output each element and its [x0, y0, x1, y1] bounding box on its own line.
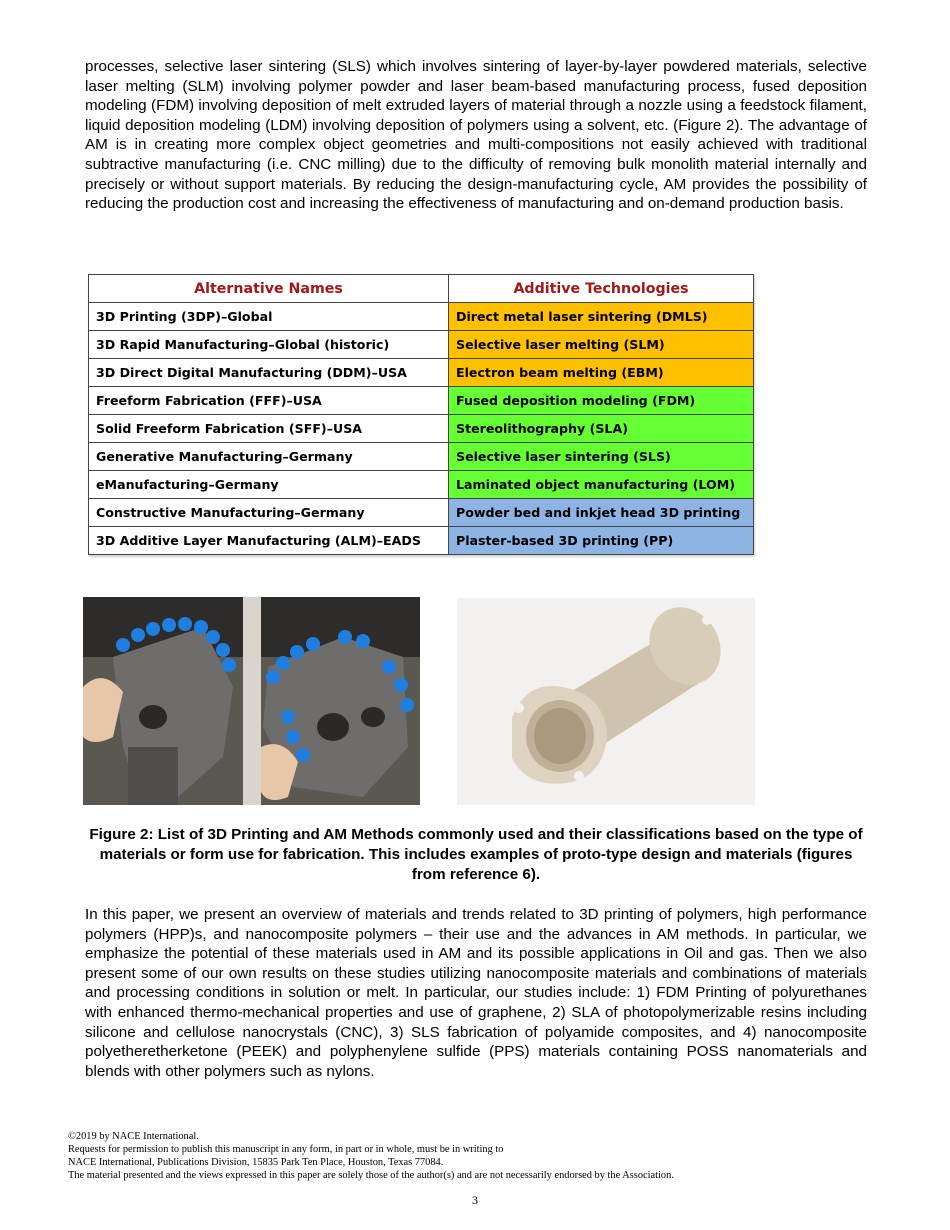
- footer-line-copyright: ©2019 by NACE International.: [68, 1131, 199, 1142]
- table-row: [89, 359, 754, 387]
- footer-line-address: NACE International, Publications Division, 15835 Park Ten Place, Houston, Texas 77084.: [68, 1157, 444, 1168]
- alternative-name-cell: Constructive Manufacturing–Germany: [89, 499, 449, 527]
- body-paragraph-top: processes, selective laser sintering (SLS) which involves sintering of layer-by-layer powdered materials, selective laser melting (SLM) involving polymer powder and laser beam-based manufacturing process, fused deposition modeling (FDM) involving deposition of melt extruded layers of material through a nozzle using a feedstock filament, liquid deposition modeling (LDM) involving deposition of polymers using a solvent, etc. (Figure 2). The advantage of AM is in creating more complex object geometries and multi-compositions not easily achieved with traditional subtractive manufacturing (i.e. CNC milling) due to the difficulty of removing bulk monolith material internally and precisely or without support materials. By reducing the design-manufacturing cycle, AM provides the possibility of reducing the production cost and increasing the effectiveness of manufacturing and on-demand production basis.: [85, 58, 867, 213]
- drill-bit-prototype-photo: [83, 597, 420, 805]
- additive-technology-cell: Selective laser sintering (SLS): [449, 443, 754, 471]
- alternative-name-cell: 3D Direct Digital Manufacturing (DDM)–USA: [89, 359, 449, 387]
- table-row: [89, 303, 754, 331]
- alternative-name-cell: Generative Manufacturing–Germany: [89, 443, 449, 471]
- footer-line-permission: Requests for permission to publish this manuscript in any form, in part or in whole, must be in writing to: [68, 1144, 504, 1155]
- alternative-name-cell: Freeform Fabrication (FFF)–USA: [89, 387, 449, 415]
- alternative-name-cell: 3D Rapid Manufacturing–Global (historic): [89, 331, 449, 359]
- alternative-name-cell: 3D Printing (3DP)–Global: [89, 303, 449, 331]
- am-methods-table: [88, 274, 754, 555]
- footer-line-disclaimer: The material presented and the views expressed in this paper are solely those of the author(s) and are not necessarily endorsed by the Association.: [68, 1170, 674, 1181]
- alternative-name-cell: 3D Additive Layer Manufacturing (ALM)–EADS: [89, 527, 449, 555]
- header-additive-technologies: Additive Technologies: [449, 275, 754, 303]
- additive-technology-cell: Stereolithography (SLA): [449, 415, 754, 443]
- additive-technology-cell: Fused deposition modeling (FDM): [449, 387, 754, 415]
- alternative-name-cell: eManufacturing–Germany: [89, 471, 449, 499]
- additive-technology-cell: Electron beam melting (EBM): [449, 359, 754, 387]
- table-header-row: [89, 275, 754, 303]
- peek-tube-prototype-photo: [457, 598, 755, 805]
- additive-technology-cell: Laminated object manufacturing (LOM): [449, 471, 754, 499]
- header-alternative-names: Alternative Names: [89, 275, 449, 303]
- additive-technology-cell: Powder bed and inkjet head 3D printing: [449, 499, 754, 527]
- alternative-name-cell: Solid Freeform Fabrication (SFF)–USA: [89, 415, 449, 443]
- page-number: 3: [472, 1193, 478, 1207]
- figure-caption: Figure 2: List of 3D Printing and AM Methods commonly used and their classifications based on the type of materials or form use for fabrication. This includes examples of proto-type design and materials (figures from reference 6).: [89, 826, 863, 883]
- additive-technology-cell: Direct metal laser sintering (DMLS): [449, 303, 754, 331]
- body-paragraph-bottom: In this paper, we present an overview of materials and trends related to 3D printing of polymers, high performance polymers (HPP)s, and nanocomposite polymers – their use and the advances in AM methods. In particular, we emphasize the potential of these materials used in AM and its possible applications in Oil and gas. Then we also present some of our own results on these studies utilizing nanocomposite materials and combinations of materials and processing conditions in solution or melt. In particular, our studies include: 1) FDM Printing of polyurethanes with enhanced thermo-mechanical properties and use of graphene, 2) SLA of photopolymerizable resins including silicone and cellulose nanocrystals (CNC), 3) SLS fabrication of polyamide composites, and 4) nanocomposite polyetheretherketone (PEEK) and polyphenylene sulfide (PPS) materials containing POSS nanomaterials and blends with other polymers such as nylons.: [85, 906, 867, 1080]
- table-row: [89, 443, 754, 471]
- table-row: [89, 331, 754, 359]
- table-row: [89, 471, 754, 499]
- additive-technology-cell: Plaster-based 3D printing (PP): [449, 527, 754, 555]
- table-row: [89, 499, 754, 527]
- table-row: [89, 415, 754, 443]
- additive-technology-cell: Selective laser melting (SLM): [449, 331, 754, 359]
- table-row: [89, 527, 754, 555]
- copyright-footer: [68, 1130, 888, 1182]
- table-row: [89, 387, 754, 415]
